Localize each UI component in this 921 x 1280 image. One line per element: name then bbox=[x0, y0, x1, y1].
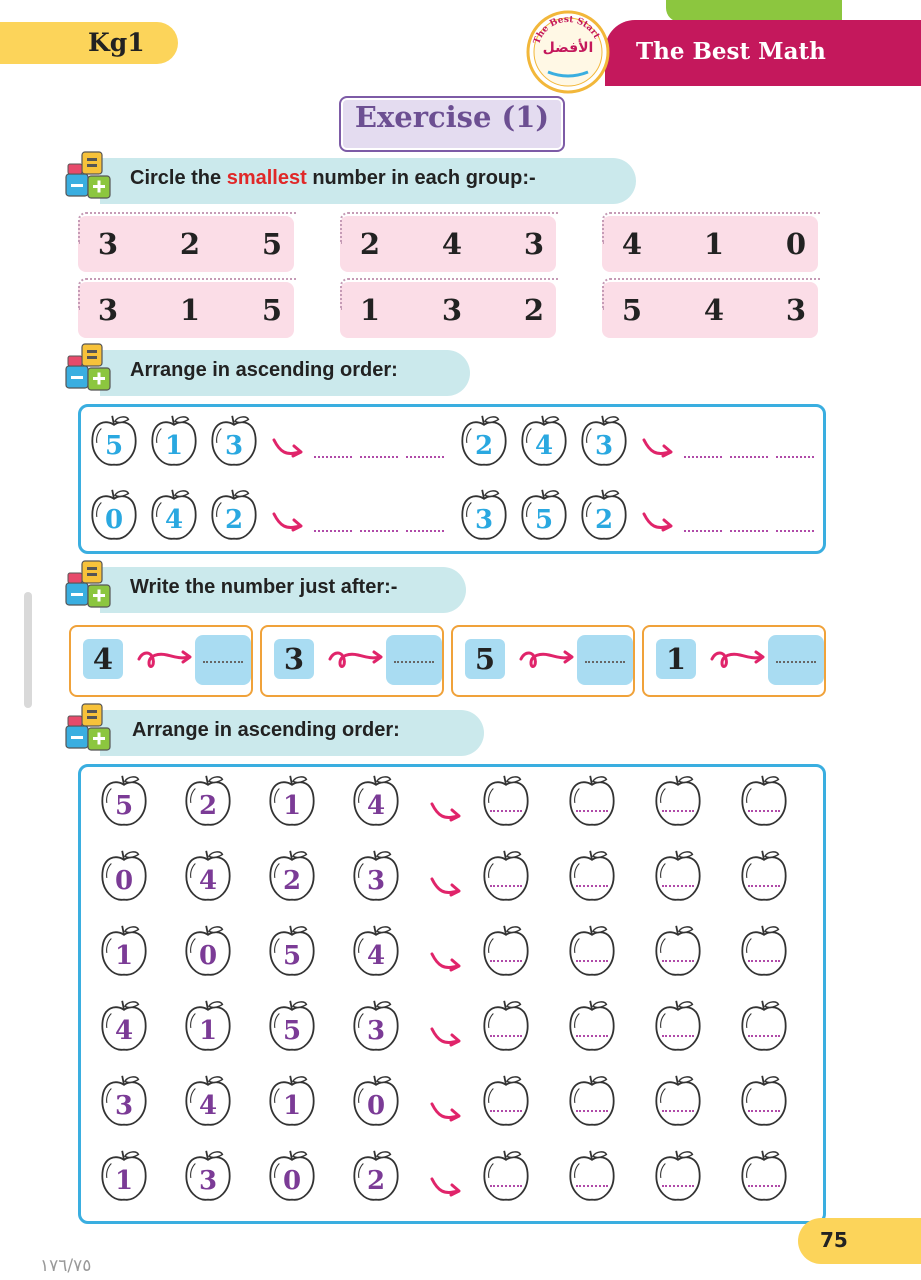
empty-apple-icon bbox=[478, 999, 534, 1055]
answer-square[interactable] bbox=[195, 635, 251, 685]
group-number[interactable]: 5 bbox=[261, 227, 283, 261]
answer-blank[interactable] bbox=[662, 960, 694, 962]
apple-number: 3 bbox=[224, 431, 244, 461]
answer-blank[interactable] bbox=[490, 810, 522, 812]
empty-apple-icon bbox=[650, 1149, 706, 1205]
apple-number: 2 bbox=[366, 1166, 386, 1196]
loop-arrow-icon bbox=[517, 645, 577, 675]
logo-arabic-text: الأفضل bbox=[542, 40, 594, 56]
apple-number: 0 bbox=[366, 1091, 386, 1121]
group-number[interactable]: 0 bbox=[785, 227, 807, 261]
loop-arrow-icon bbox=[135, 645, 195, 675]
answer-blank[interactable] bbox=[748, 960, 780, 962]
group-number[interactable]: 1 bbox=[703, 227, 725, 261]
answer-blank[interactable] bbox=[662, 885, 694, 887]
page-number-tab bbox=[798, 1218, 921, 1264]
instruction-circle-smallest: Circle the smallest number in each group:- bbox=[130, 167, 536, 189]
given-number: 5 bbox=[474, 642, 496, 676]
answer-blank[interactable] bbox=[748, 885, 780, 887]
empty-apple-icon bbox=[650, 1074, 706, 1130]
apple-number: 2 bbox=[224, 505, 244, 535]
answer-blank[interactable] bbox=[662, 1110, 694, 1112]
empty-apple-icon bbox=[564, 774, 620, 830]
answer-blank[interactable] bbox=[360, 456, 398, 458]
answer-blank[interactable] bbox=[684, 456, 722, 458]
answer-blank[interactable] bbox=[576, 960, 608, 962]
apple-number: 5 bbox=[534, 505, 554, 535]
apple-number: 1 bbox=[282, 791, 302, 821]
math-blocks-icon bbox=[64, 702, 114, 752]
apple-number: 3 bbox=[366, 1016, 386, 1046]
apple-number: 3 bbox=[366, 866, 386, 896]
apple-number: 1 bbox=[164, 431, 184, 461]
answer-dotted-line bbox=[585, 661, 625, 663]
empty-apple-icon bbox=[478, 849, 534, 905]
group-number[interactable]: 3 bbox=[785, 293, 807, 327]
answer-blank[interactable] bbox=[490, 1185, 522, 1187]
apple-number: 1 bbox=[114, 1166, 134, 1196]
answer-blank[interactable] bbox=[748, 1110, 780, 1112]
answer-blank[interactable] bbox=[662, 810, 694, 812]
apple-number: 1 bbox=[198, 1016, 218, 1046]
scroll-indicator bbox=[24, 592, 32, 708]
curved-arrow-icon bbox=[428, 1173, 462, 1199]
answer-blank[interactable] bbox=[490, 885, 522, 887]
group-number[interactable]: 5 bbox=[261, 293, 283, 327]
answer-blank[interactable] bbox=[748, 1035, 780, 1037]
answer-dotted-line bbox=[776, 661, 816, 663]
empty-apple-icon bbox=[564, 1074, 620, 1130]
answer-blank[interactable] bbox=[490, 1110, 522, 1112]
apple-number: 5 bbox=[282, 1016, 302, 1046]
answer-square[interactable] bbox=[577, 635, 633, 685]
group-number[interactable]: 2 bbox=[359, 227, 381, 261]
answer-blank[interactable] bbox=[662, 1185, 694, 1187]
empty-apple-icon bbox=[478, 774, 534, 830]
page-number: 75 bbox=[820, 1228, 848, 1252]
empty-apple-icon bbox=[736, 924, 792, 980]
book-title: The Best Math bbox=[636, 38, 826, 65]
group-number[interactable]: 3 bbox=[97, 227, 119, 261]
apple-number: 1 bbox=[282, 1091, 302, 1121]
answer-blank[interactable] bbox=[490, 1035, 522, 1037]
apple-number: 0 bbox=[282, 1166, 302, 1196]
given-number: 4 bbox=[92, 642, 114, 676]
answer-square[interactable] bbox=[768, 635, 824, 685]
apple-number: 4 bbox=[366, 791, 386, 821]
group-number[interactable]: 2 bbox=[179, 227, 201, 261]
apple-number: 4 bbox=[114, 1016, 134, 1046]
apple-number: 4 bbox=[534, 431, 554, 461]
apple-number: 4 bbox=[366, 941, 386, 971]
empty-apple-icon bbox=[736, 1149, 792, 1205]
curved-arrow-icon bbox=[428, 1023, 462, 1049]
apple-number: 3 bbox=[594, 431, 614, 461]
green-strip bbox=[666, 0, 842, 22]
apple-number: 0 bbox=[104, 505, 124, 535]
answer-blank[interactable] bbox=[576, 1035, 608, 1037]
curved-arrow-icon bbox=[428, 1098, 462, 1124]
apple-number: 2 bbox=[282, 866, 302, 896]
loop-arrow-icon bbox=[708, 645, 768, 675]
answer-blank[interactable] bbox=[576, 885, 608, 887]
group-number[interactable]: 4 bbox=[621, 227, 643, 261]
empty-apple-icon bbox=[736, 1074, 792, 1130]
empty-apple-icon bbox=[650, 774, 706, 830]
answer-blank[interactable] bbox=[314, 456, 352, 458]
apple-number: 2 bbox=[198, 791, 218, 821]
math-blocks-icon bbox=[64, 150, 114, 200]
empty-apple-icon bbox=[650, 999, 706, 1055]
group-number[interactable]: 4 bbox=[441, 227, 463, 261]
instruction-ascending-2: Arrange in ascending order: bbox=[132, 719, 400, 741]
apple-number: 3 bbox=[474, 505, 494, 535]
answer-blank[interactable] bbox=[776, 530, 814, 532]
instruction-ascending-1: Arrange in ascending order: bbox=[130, 359, 398, 381]
curved-arrow-icon bbox=[640, 434, 674, 460]
apple-number: 5 bbox=[114, 791, 134, 821]
curved-arrow-icon bbox=[270, 508, 304, 534]
curved-arrow-icon bbox=[428, 873, 462, 899]
answer-dotted-line bbox=[203, 661, 243, 663]
answer-blank[interactable] bbox=[684, 530, 722, 532]
answer-blank[interactable] bbox=[576, 1185, 608, 1187]
apple-number: 5 bbox=[104, 431, 124, 461]
math-blocks-icon bbox=[64, 559, 114, 609]
answer-blank[interactable] bbox=[748, 810, 780, 812]
answer-blank[interactable] bbox=[406, 456, 444, 458]
answer-square[interactable] bbox=[386, 635, 442, 685]
apple-number: 4 bbox=[164, 505, 184, 535]
group-number[interactable]: 3 bbox=[441, 293, 463, 327]
grade-label: Kg1 bbox=[88, 28, 145, 57]
apple-number: 3 bbox=[114, 1091, 134, 1121]
answer-blank[interactable] bbox=[662, 1035, 694, 1037]
answer-blank[interactable] bbox=[576, 810, 608, 812]
apple-number: 2 bbox=[594, 505, 614, 535]
empty-apple-icon bbox=[650, 849, 706, 905]
empty-apple-icon bbox=[564, 924, 620, 980]
answer-dotted-line bbox=[394, 661, 434, 663]
group-number[interactable]: 1 bbox=[359, 293, 381, 327]
answer-blank[interactable] bbox=[314, 530, 352, 532]
curved-arrow-icon bbox=[270, 434, 304, 460]
instruction-number-after: Write the number just after:- bbox=[130, 576, 398, 598]
apple-number: 3 bbox=[198, 1166, 218, 1196]
empty-apple-icon bbox=[478, 1074, 534, 1130]
answer-blank[interactable] bbox=[730, 456, 768, 458]
empty-apple-icon bbox=[736, 774, 792, 830]
loop-arrow-icon bbox=[326, 645, 386, 675]
apple-number: 5 bbox=[282, 941, 302, 971]
empty-apple-icon bbox=[478, 924, 534, 980]
answer-blank[interactable] bbox=[490, 960, 522, 962]
answer-blank[interactable] bbox=[748, 1185, 780, 1187]
group-number[interactable]: 2 bbox=[523, 293, 545, 327]
apple-number: 1 bbox=[114, 941, 134, 971]
group-number[interactable]: 3 bbox=[523, 227, 545, 261]
footer-page-number: ١٧٦/٧٥ bbox=[40, 1256, 92, 1276]
group-number[interactable]: 5 bbox=[621, 293, 643, 327]
curved-arrow-icon bbox=[428, 948, 462, 974]
empty-apple-icon bbox=[736, 999, 792, 1055]
empty-apple-icon bbox=[736, 849, 792, 905]
apple-number: 4 bbox=[198, 866, 218, 896]
answer-blank[interactable] bbox=[360, 530, 398, 532]
group-number[interactable]: 4 bbox=[703, 293, 725, 327]
group-number[interactable]: 3 bbox=[97, 293, 119, 327]
answer-blank[interactable] bbox=[730, 530, 768, 532]
apple-number: 0 bbox=[198, 941, 218, 971]
apple-number: 0 bbox=[114, 866, 134, 896]
empty-apple-icon bbox=[564, 849, 620, 905]
curved-arrow-icon bbox=[640, 508, 674, 534]
apple-number: 2 bbox=[474, 431, 494, 461]
empty-apple-icon bbox=[478, 1149, 534, 1205]
curved-arrow-icon bbox=[428, 798, 462, 824]
answer-blank[interactable] bbox=[776, 456, 814, 458]
given-number: 1 bbox=[665, 642, 687, 676]
empty-apple-icon bbox=[564, 999, 620, 1055]
empty-apple-icon bbox=[650, 924, 706, 980]
exercise-title: Exercise (1) bbox=[354, 100, 550, 134]
given-number: 3 bbox=[283, 642, 305, 676]
apple-number: 4 bbox=[198, 1091, 218, 1121]
svg-text:The Best Start: The Best Start bbox=[532, 14, 602, 46]
answer-blank[interactable] bbox=[406, 530, 444, 532]
answer-blank[interactable] bbox=[576, 1110, 608, 1112]
empty-apple-icon bbox=[564, 1149, 620, 1205]
group-number[interactable]: 1 bbox=[179, 293, 201, 327]
math-blocks-icon bbox=[64, 342, 114, 392]
